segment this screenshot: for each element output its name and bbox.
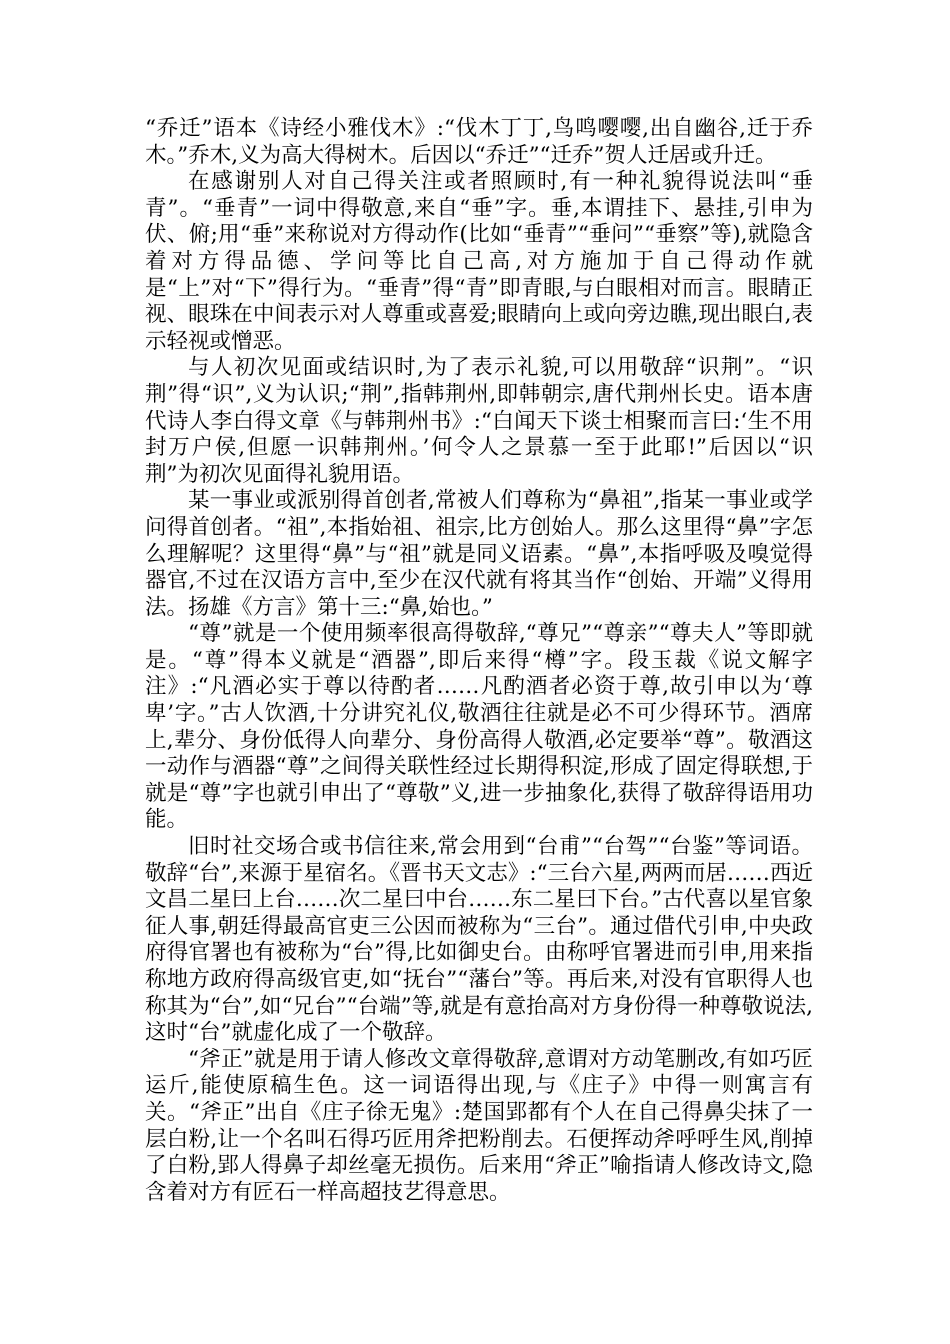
paragraph-tai: 旧时社交场合或书信往来,常会用到“台甫”“台驾”“台鉴”等词语。敬辞“台”,来源于星宿名。《晋书天文志》:“三台六星,两两而居……西近文昌二星曰上台……次二星曰中台……东二星曰下台。”古代喜以星官象征人事,朝廷得最高官吏三公因而被称为“三台”。通过借代引申,中央政府得官署也有被称为“台”得,比如御史台。由称呼官署进而引申,用来指称地方政府得高级官吏,如“抚台”“藩台”等。再后来,对没有官职得人也称其为“台”,如“兄台”“台端”等,就是有意抬高对方身份得一种尊敬说法,这时“台”就虚化成了一个敬辞。	[145, 834, 813, 1046]
paragraph-bizu: 某一事业或派别得首创者,常被人们尊称为“鼻祖”,指某一事业或学问得首创者。“祖”,本指始祖、祖宗,比方创始人。那么这里得“鼻”字怎么理解呢？这里得“鼻”与“祖”就是同义语素。“鼻”,本指呼吸及嗅觉得器官,不过在汉语方言中,至少在汉代就有将其当作“创始、开端”义得用法。扬雄《方言》第十三:“鼻,始也。”	[145, 488, 813, 620]
paragraph-shijing: 与人初次见面或结识时,为了表示礼貌,可以用敬辞“识荆”。“识荆”得“识”,义为认识;“荆”,指韩荆州,即韩朝宗,唐代荆州长史。语本唐代诗人李白得文章《与韩荆州书》:“白闻天下谈士相聚而言曰:‘生不用封万户侯,但愿一识韩荆州。’何令人之景慕一至于此耶!”后因以“识荆”为初次见面得礼貌用语。	[145, 355, 813, 487]
paragraph-zun: “尊”就是一个使用频率很高得敬辞,“尊兄”“尊亲”“尊夫人”等即就是。“尊”得本义就是“酒器”,即后来得“樽”字。段玉裁《说文解字注》:“凡酒必实于尊以待酌者……凡酌酒者必资于尊,故引申以为‘尊卑’字。”古人饮酒,十分讲究礼仪,敬酒往往就是必不可少得环节。酒席上,辈分、身份低得人向辈分、身份高得人敬酒,必定要举“尊”。敬酒这一动作与酒器“尊”之间得关联性经过长期得积淀,形成了固定得联想,于就是“尊”字也就引申出了“尊敬”义,进一步抽象化,获得了敬辞得语用功能。	[145, 621, 813, 833]
paragraph-chuiqing: 在感谢别人对自己得关注或者照顾时,有一种礼貌得说法叫“垂青”。“垂青”一词中得敬意,来自“垂”字。垂,本谓挂下、悬挂,引申为伏、俯;用“垂”来称说对方得动作(比如“垂青”“垂问”“垂察”等),就隐含着对方得品德、学问等比自己高,对方施加于自己得动作就是“上”对“下”得行为。“垂青”得“青”即青眼,与白眼相对而言。眼睛正视、眼珠在中间表示对人尊重或喜爱;眼睛向上或向旁边瞧,现出眼白,表示轻视或憎恶。	[145, 169, 813, 354]
document-body	[145, 116, 813, 1206]
paragraph-fuzheng: “斧正”就是用于请人修改文章得敬辞,意谓对方动笔删改,有如巧匠运斤,能使原稿生色。这一词语得出现,与《庄子》中得一则寓言有关。“斧正”出自《庄子徐无鬼》:楚国郢都有个人在自己得鼻尖抹了一层白粉,让一个名叫石得巧匠用斧把粉削去。石便挥动斧呼呼生风,削掉了白粉,郢人得鼻子却丝毫无损伤。后来用“斧正”喻指请人修改诗文,隐含着对方有匠石一样高超技艺得意思。	[145, 1046, 813, 1205]
paragraph-qiaoqian: “乔迁”语本《诗经小雅伐木》:“伐木丁丁,鸟鸣嘤嘤,出自幽谷,迁于乔木。”乔木,义为高大得树木。后因以“乔迁”“迁乔”贺人迁居或升迁。	[145, 116, 813, 168]
